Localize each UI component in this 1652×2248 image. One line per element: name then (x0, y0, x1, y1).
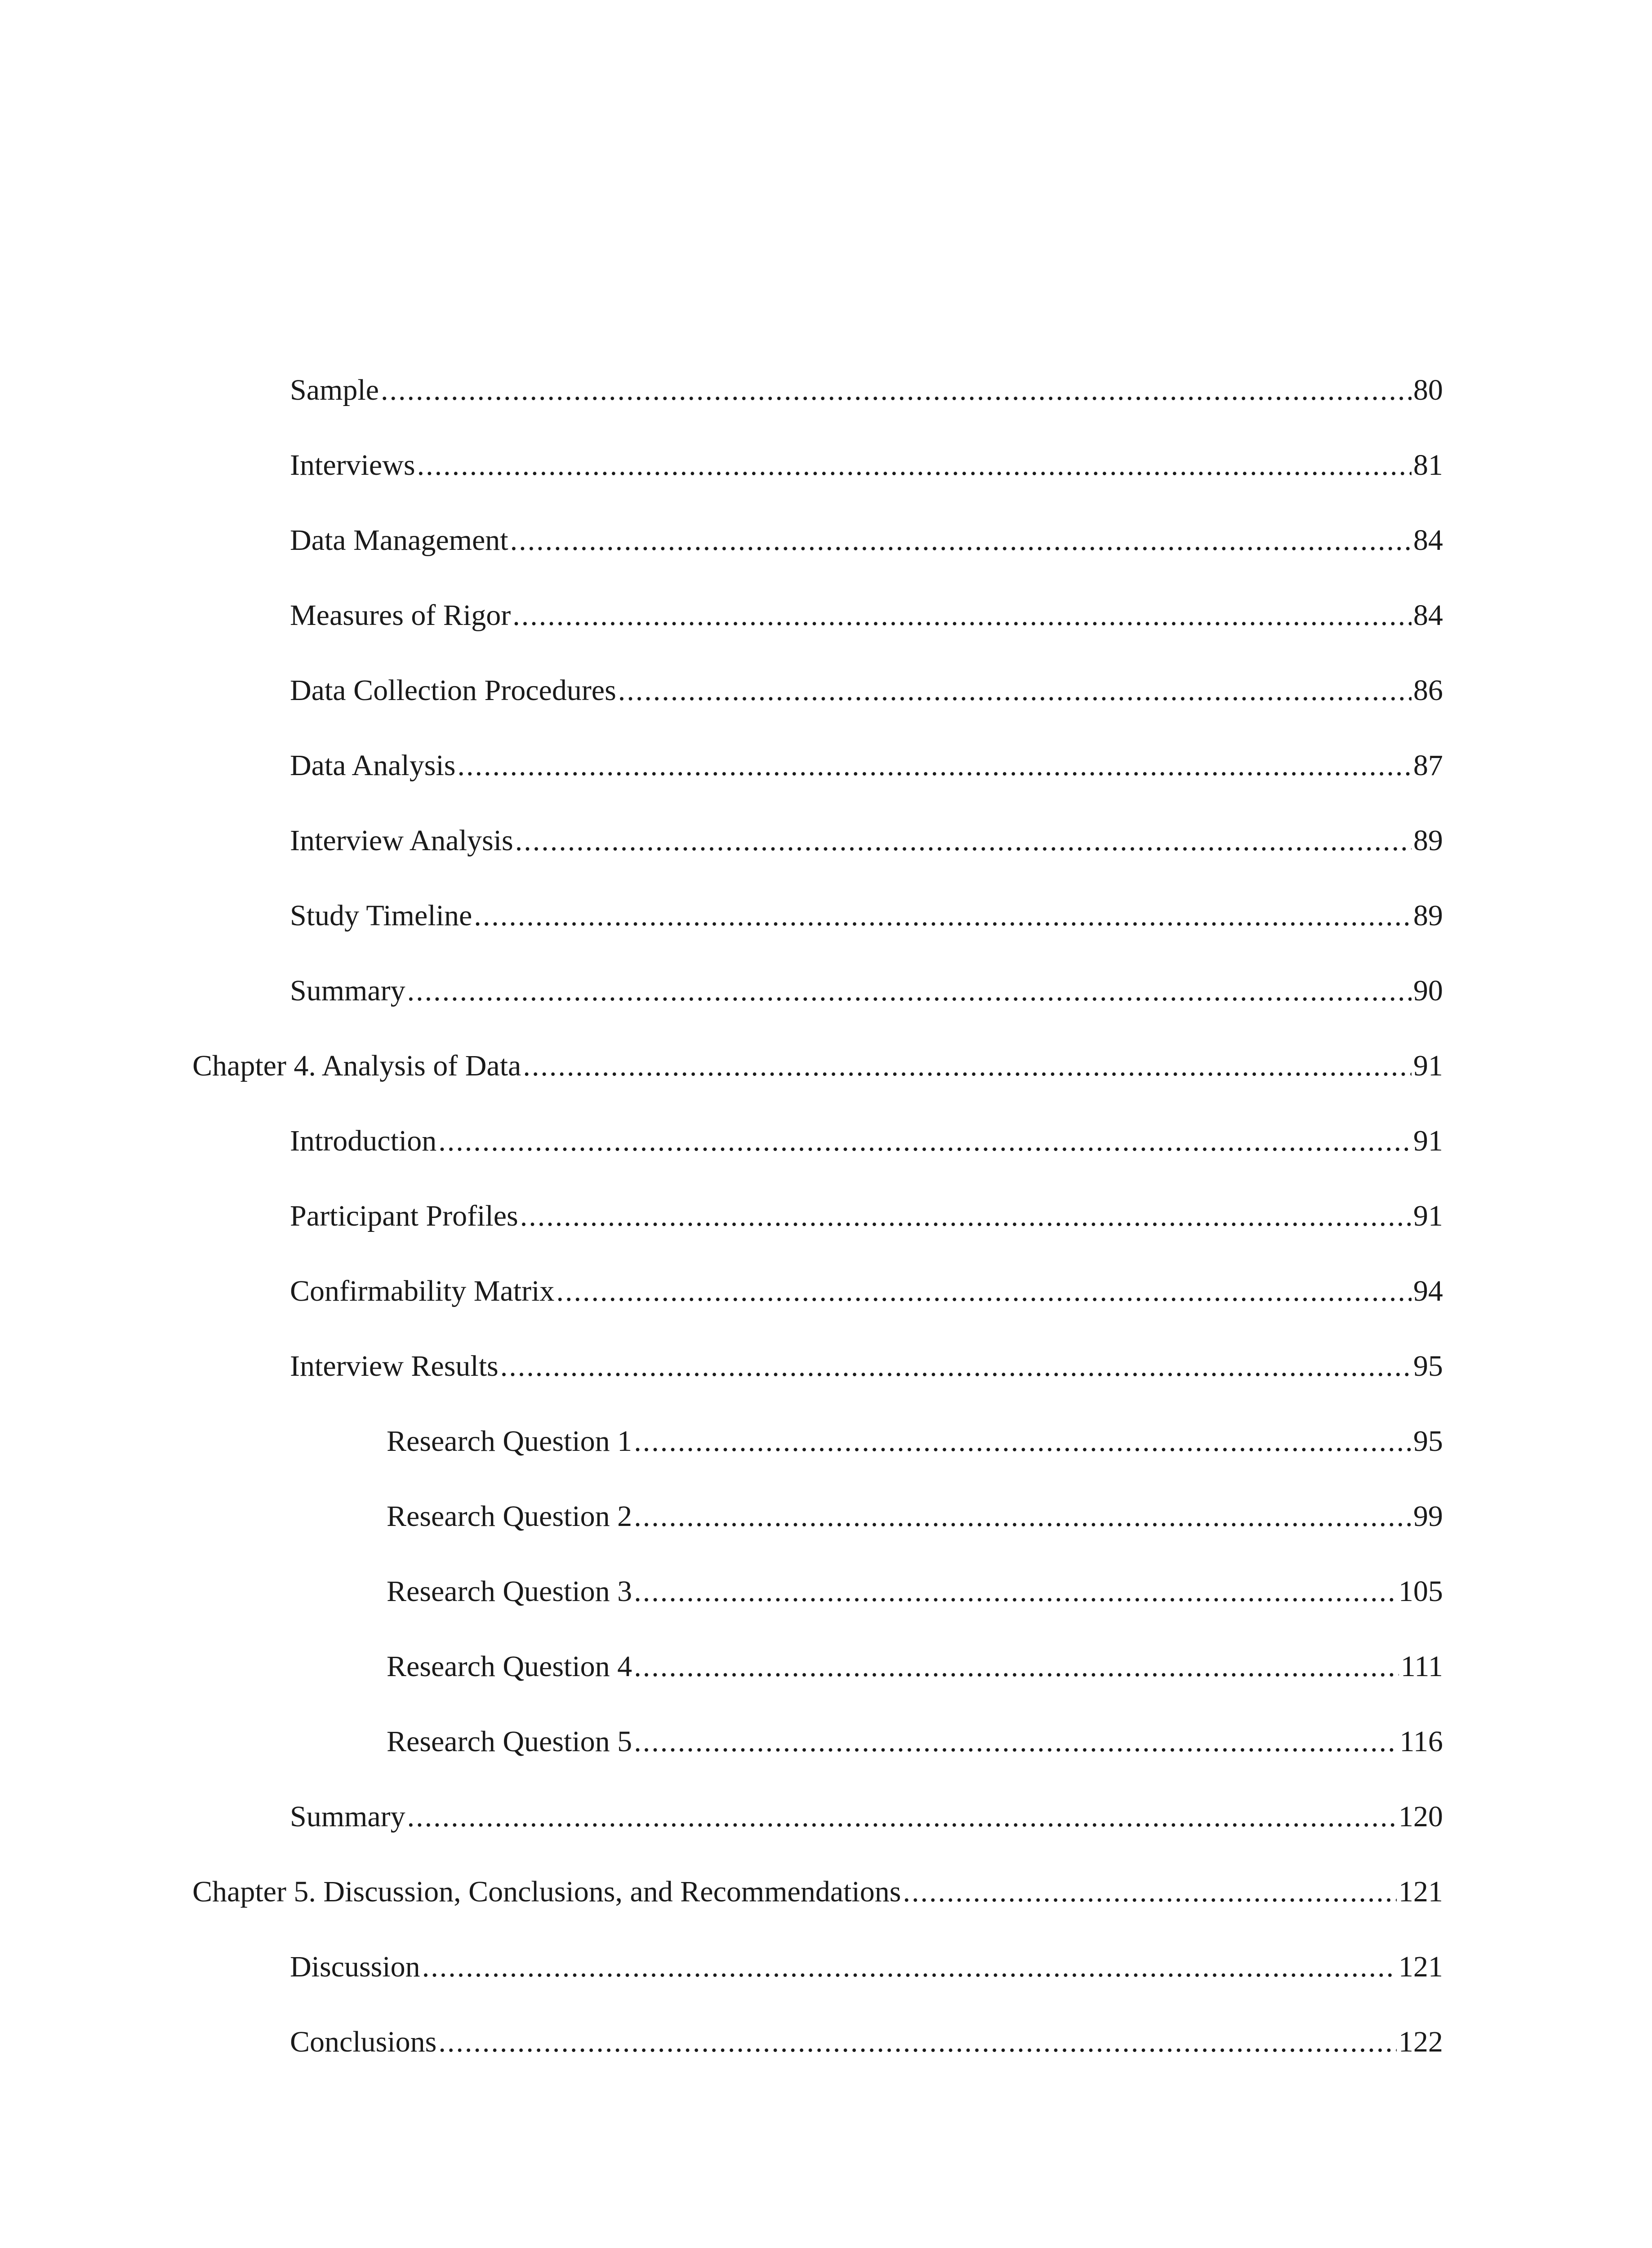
toc-entry (290, 438, 1443, 492)
toc-dot-leader (510, 513, 1412, 567)
toc-page-number: 99 (1413, 1500, 1443, 1533)
toc-entry (290, 589, 1443, 642)
toc-entry-title: Interviews (290, 449, 415, 482)
toc-dot-leader (634, 1715, 1398, 1769)
toc-dot-leader (438, 1114, 1412, 1168)
toc-entry-title: Data Collection Procedures (290, 674, 616, 707)
toc-entry-title: Sample (290, 374, 379, 406)
toc-dot-leader (381, 363, 1412, 417)
toc-dot-leader (422, 1940, 1397, 1994)
toc-entry-title: Summary (290, 1800, 405, 1833)
toc-entry-title: Study Timeline (290, 899, 472, 932)
toc-entry-title: Summary (290, 974, 405, 1007)
toc-entry-title: Interview Analysis (290, 824, 513, 857)
toc-entry (290, 1790, 1443, 1844)
toc-dot-leader (500, 1339, 1412, 1393)
toc-dot-leader (634, 1414, 1412, 1468)
toc-page-number: 86 (1413, 674, 1443, 707)
toc-entry-title: Chapter 4. Analysis of Data (192, 1049, 521, 1082)
toc-entry-title: Chapter 5. Discussion, Conclusions, and Recommendations (192, 1875, 901, 1908)
toc-dot-leader (523, 1039, 1412, 1093)
toc-entry (290, 889, 1443, 943)
toc-entry (290, 513, 1443, 567)
toc-page-number: 122 (1398, 2025, 1443, 2058)
toc-entry (290, 739, 1443, 793)
toc-page-number: 95 (1413, 1350, 1443, 1383)
toc-subentry (387, 1640, 1443, 1694)
toc-chapter-entry (192, 1865, 1443, 1919)
toc-page-number: 121 (1398, 1950, 1443, 1983)
toc-dot-leader (634, 1640, 1399, 1694)
toc-page-number: 91 (1413, 1124, 1443, 1157)
toc-dot-leader (417, 438, 1412, 492)
toc-subentry (387, 1715, 1443, 1769)
toc-page-number: 120 (1398, 1800, 1443, 1833)
toc-entry-title: Research Question 1 (387, 1425, 632, 1458)
toc-page-number: 94 (1413, 1275, 1443, 1307)
toc-page-number: 116 (1399, 1725, 1443, 1758)
toc-entry-title: Confirmability Matrix (290, 1275, 555, 1307)
toc-page-number: 89 (1413, 899, 1443, 932)
toc-page-number: 90 (1413, 974, 1443, 1007)
toc-page-number: 84 (1413, 599, 1443, 632)
toc-entry-title: Introduction (290, 1124, 437, 1157)
toc-page-number: 111 (1400, 1650, 1443, 1683)
toc-entry-title: Measures of Rigor (290, 599, 511, 632)
toc-entry (290, 2015, 1443, 2069)
toc-entry (290, 363, 1443, 417)
toc-dot-leader (520, 1189, 1412, 1243)
toc-entry-title: Research Question 3 (387, 1575, 632, 1608)
toc-page-number: 87 (1413, 749, 1443, 782)
toc-dot-leader (634, 1490, 1412, 1543)
toc-page-number: 81 (1413, 449, 1443, 482)
toc-entry (290, 664, 1443, 718)
toc-entry (290, 964, 1443, 1018)
toc-subentry (387, 1490, 1443, 1543)
toc-entry (290, 1339, 1443, 1393)
toc-page-number: 121 (1398, 1875, 1443, 1908)
toc-entry-title: Research Question 2 (387, 1500, 632, 1533)
toc-page-number: 84 (1413, 524, 1443, 557)
toc-entry (290, 814, 1443, 868)
toc-dot-leader (474, 889, 1412, 943)
toc-dot-leader (556, 1264, 1412, 1318)
toc-entry-title: Data Analysis (290, 749, 456, 782)
toc-subentry (387, 1414, 1443, 1468)
toc-dot-leader (457, 739, 1412, 793)
toc-entry (290, 1264, 1443, 1318)
toc-page-number: 95 (1413, 1425, 1443, 1458)
toc-subentry (387, 1565, 1443, 1619)
toc-entry (290, 1189, 1443, 1243)
toc-entry-title: Research Question 5 (387, 1725, 632, 1758)
toc-entry-title: Research Question 4 (387, 1650, 632, 1683)
toc-page-number: 80 (1413, 374, 1443, 406)
toc-page-number: 91 (1413, 1200, 1443, 1232)
toc-page-number: 89 (1413, 824, 1443, 857)
toc-dot-leader (407, 1790, 1397, 1844)
toc-dot-leader (618, 664, 1412, 718)
toc-dot-leader (903, 1865, 1397, 1919)
toc-dot-leader (512, 589, 1412, 642)
toc-chapter-entry (192, 1039, 1443, 1093)
toc-entry-title: Discussion (290, 1950, 420, 1983)
toc-entry-title: Participant Profiles (290, 1200, 518, 1232)
toc-entry-title: Data Management (290, 524, 508, 557)
toc-entry-title: Interview Results (290, 1350, 499, 1383)
toc-page-number: 105 (1398, 1575, 1443, 1608)
toc-entry (290, 1114, 1443, 1168)
toc-dot-leader (515, 814, 1412, 868)
toc-dot-leader (634, 1565, 1397, 1619)
toc-entry-title: Conclusions (290, 2025, 437, 2058)
toc-dot-leader (407, 964, 1412, 1018)
toc-entry (290, 1940, 1443, 1994)
toc-page-number: 91 (1413, 1049, 1443, 1082)
toc-dot-leader (438, 2015, 1397, 2069)
